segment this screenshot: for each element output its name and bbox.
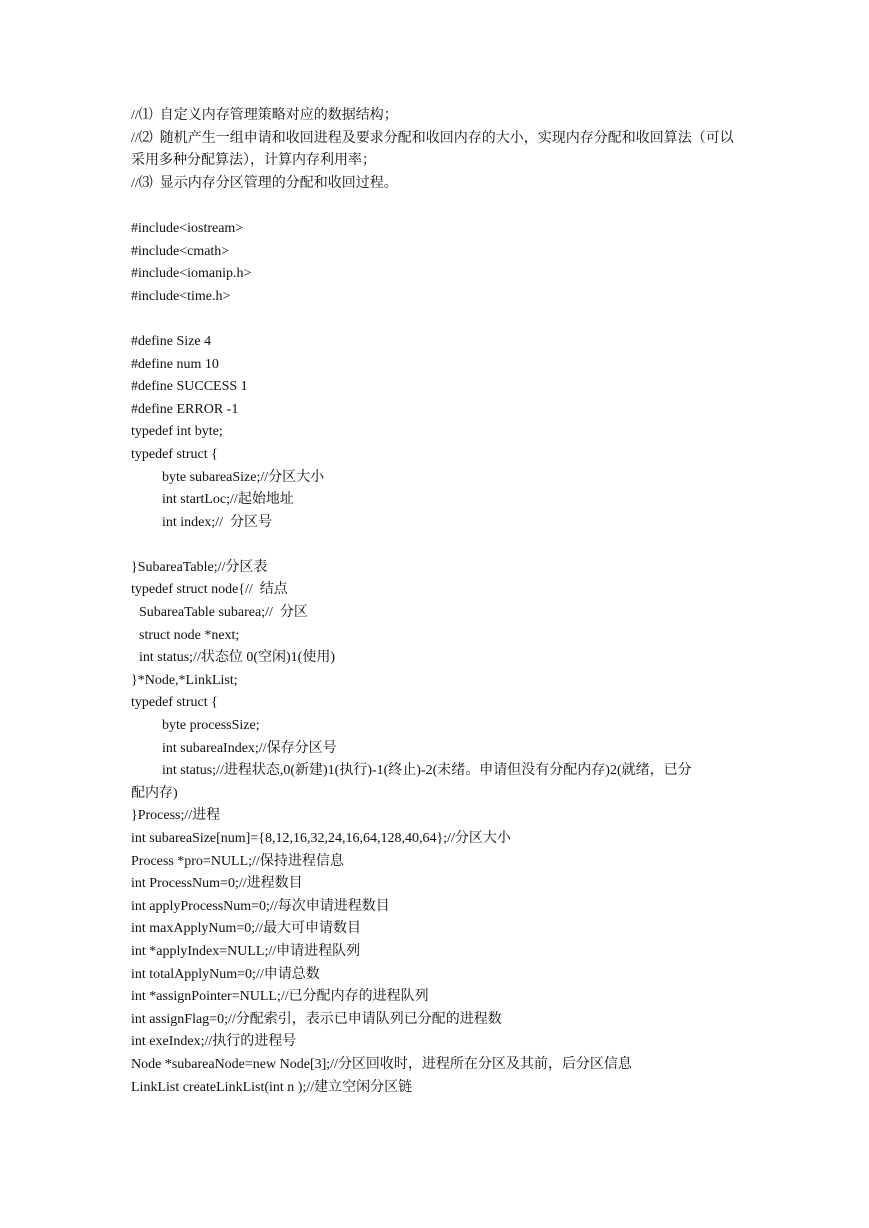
text-line: int index;// 分区号	[162, 514, 273, 530]
text-line: #define ERROR -1	[131, 401, 239, 417]
text-line: int subareaIndex;//保存分区号	[162, 740, 337, 756]
text-line: int status;//状态位 0(空闲)1(使用)	[139, 650, 335, 666]
text-line: typedef struct node{// 结点	[131, 582, 288, 598]
text-line: int exeIndex;//执行的进程号	[131, 1034, 297, 1050]
text-line: int status;//进程状态,0(新建)1(执行)-1(终止)-2(未绪。申请但没有分配内存)2(就绪，已分	[162, 763, 692, 779]
blank-line	[131, 195, 741, 218]
text-line: //⑴ 自定义内存管理策略对应的数据结构；	[131, 108, 398, 123]
text-line: int maxApplyNum=0;//最大可申请数目	[131, 921, 361, 937]
text-line: }SubareaTable;//分区表	[131, 559, 268, 575]
text-line: int assignFlag=0;//分配索引，表示已申请队列已分配的进程数	[131, 1011, 502, 1027]
text-line: typedef int byte;	[131, 424, 223, 440]
text-line: int ProcessNum=0;//进程数目	[131, 876, 303, 892]
text-line: byte processSize;	[162, 718, 260, 734]
text-line: #define SUCCESS 1	[131, 379, 248, 395]
text-line: }Process;//进程	[131, 808, 221, 824]
document-body	[131, 105, 741, 1099]
text-line: int subareaSize[num]={8,12,16,32,24,16,64,128,40,64};//分区大小	[131, 831, 511, 846]
text-line: int startLoc;//起始地址	[162, 492, 294, 508]
text-line: 配内存)	[131, 785, 178, 801]
text-line: #define num 10	[131, 356, 219, 372]
text-line: //⑶ 显示内存分区管理的分配和收回过程。	[131, 175, 398, 191]
blank-line	[131, 308, 741, 331]
text-line: #include<iostream>	[131, 220, 244, 236]
text-line: typedef struct {	[131, 695, 218, 711]
text-line: #define Size 4	[131, 333, 212, 349]
text-line: Process *pro=NULL;//保持进程信息	[131, 853, 344, 869]
text-line: typedef struct {	[131, 446, 218, 462]
text-line: LinkList createLinkList(int n );//建立空闲分区链	[131, 1079, 413, 1095]
text-line: int totalApplyNum=0;//申请总数	[131, 966, 320, 982]
text-line: struct node *next;	[139, 627, 240, 643]
text-line: int *applyIndex=NULL;//申请进程队列	[131, 943, 361, 959]
text-line: Node *subareaNode=new Node[3];//分区回收时，进程所在分区及其前，后分区信息	[131, 1056, 632, 1072]
text-line: byte subareaSize;//分区大小	[162, 469, 325, 485]
text-line: }*Node,*LinkList;	[131, 672, 238, 688]
blank-line	[131, 534, 741, 557]
text-line: #include<time.h>	[131, 288, 231, 304]
text-line: //⑵ 随机产生一组申请和收回进程及要求分配和收回内存的大小，实现内存分配和收回算法（可以采用多种分配算法），计算内存利用率；	[131, 130, 734, 169]
text-line: int applyProcessNum=0;//每次申请进程数目	[131, 898, 390, 914]
text-line: #include<cmath>	[131, 243, 230, 259]
text-line: #include<iomanip.h>	[131, 266, 252, 282]
text-line: int *assignPointer=NULL;//已分配内存的进程队列	[131, 989, 429, 1005]
text-line: SubareaTable subarea;// 分区	[139, 605, 308, 621]
